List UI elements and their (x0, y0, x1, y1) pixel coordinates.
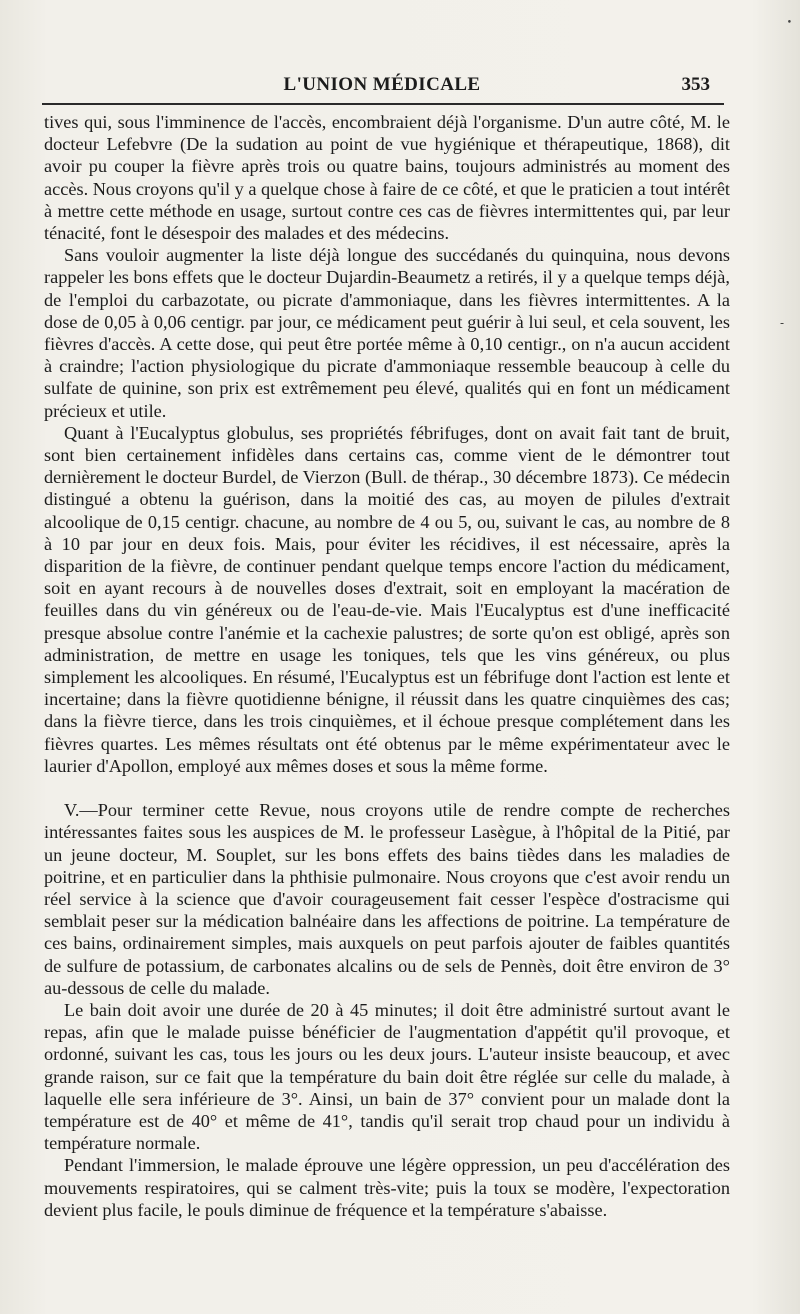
margin-tick: - (779, 316, 784, 330)
page-number: 353 (681, 74, 710, 95)
page-header (42, 72, 722, 100)
paragraph-bath-duration: Le bain doit avoir une durée de 20 à 45 minutes; il doit être administré surtout avant le repas, afin que le malade puisse bénéficier de l'augmentation d'appétit qu'il provoque, et ordonné, suivant les cas, tous les jours ou les deux jours. L'auteur insiste beaucoup, et avec grande raison, sur ce fait que la température du bain doit être réglée sur celle du malade, à laquelle elle sera inférieure de 3°. Ainsi, un bain de 37° convient pour un malade dont la température est de 40° et même de 41°, tandis qu'il serait trop chaud pour un individu à température normale. (44, 999, 730, 1154)
paragraph-immersion: Pendant l'immersion, le malade éprouve une légère oppression, un peu d'accélération des mouvements respiratoires, qui se calment très-vite; puis la toux se modère, l'expectoration devient plus facile, le pouls diminue de fréquence et la température s'abaisse. (44, 1155, 730, 1220)
paragraph-continuation: tives qui, sous l'imminence de l'accès, encombraient déjà l'organisme. D'un autre côté, M. le docteur Lefebvre (De la sudation au point de vue hygiénique et thérapeutique, 1868), dit avoir pu couper la fièvre après trois ou quatre bains, toujours administrés au moment des accès. Nous croyons qu'il y a quelque chose à faire de ce côté, et que le praticien a tout intérêt à mettre cette méthode en usage, surtout contre ces cas de fièvres intermittentes qui, par leur ténacité, font le désespoir des malades et des médecins. (44, 112, 731, 244)
body-text (44, 111, 730, 1221)
paragraph-eucalyptus: Quant à l'Eucalyptus globulus, ses propriétés fébrifuges, dont on avait fait tant de bruit, sont bien certainement infidèles dans certains cas, comme vient de le démontrer tout dernièrement le docteur Burdel, de Vierzon (Bull. de thérap., 30 décembre 1873). Ce médecin distingué a obtenu la guérison, dans la moitié des cas, au moyen de pilules d'extrait alcoolique de 0,15 centigr. chacune, au nombre de 4 ou 5, ou, suivant le cas, au nombre de 8 à 10 par jour en deux fois. Mais, pour éviter les récidives, il est nécessaire, après la disparition de la fièvre, de continuer pendant quelque temps encore l'action du médicament, soit en ayant recours à de nouvelles doses d'extrait, soit en employant la macération de feuilles dans du vin généreux ou de l'eau-de-vie. Mais l'Eucalyptus est d'une inefficacité presque absolue contre l'anémie et la cachexie palustres; de sorte qu'on est obligé, après son administration, de mettre en usage les toniques, tels que les vins généreux, ou plus simplement les alcooliques. En résumé, l'Eucalyptus est un fébrifuge dont l'action est lente et incertaine; dans la fièvre quotidienne bénigne, il réussit dans les quatre cinquièmes des cas; dans la fièvre tierce, dans les trois cinquièmes, et il échoue presque complétement dans les fièvres quartes. Les mêmes résultats ont été obtenus par le même expérimentateur avec le laurier d'Apollon, employé aux mêmes doses et sous la même forme. (44, 422, 730, 776)
paragraph-picrate: Sans vouloir augmenter la liste déjà longue des succédanés du quinquina, nous devons rappeler les bons effets que le docteur Dujardin-Beaumetz a retirés, il y a quelque temps déjà, de l'emploi du carbazotate, ou picrate d'ammoniaque, dans les fièvres intermittentes. A la dose de 0,05 à 0,06 centigr. par jour, ce médicament peut guérir à lui seul, et cela souvent, les fièvres d'accès. A cette dose, qui peut être portée même à 0,10 centigr., on n'a aucun accident à craindre; l'action physiologique du picrate d'ammoniaque ressemble beaucoup à celle du sulfate de quinine, son prix est extrêmement peu élevé, qualités qui en font un médicament précieux et utile. (44, 245, 730, 421)
corner-mark: • (786, 18, 792, 28)
paragraph-section-v: V.—Pour terminer cette Revue, nous croyons utile de rendre compte de recherches intéressantes faites sous les auspices de M. le professeur Lasègue, à l'hôpital de la Pitié, par un jeune docteur, M. Souplet, sur les bons effets des bains tièdes dans les maladies de poitrine, et en particulier dans la phthisie pulmonaire. Nous croyons que c'est avoir rendu un réel service à la science que d'avoir courageusement fait cesser l'espèce d'ostracisme qui semblait peser sur la médication balnéaire dans les affections de poitrine. La température de ces bains, ordinairement simples, mais auxquels on peut parfois ajouter de faibles quantités de sulfure de potassium, de carbonates alcalins ou de sels de Pennès, doit être environ de 3° au-dessous de celle du malade. (44, 800, 730, 998)
header-rule (42, 103, 724, 105)
running-title: L'UNION MÉDICALE (283, 74, 481, 95)
